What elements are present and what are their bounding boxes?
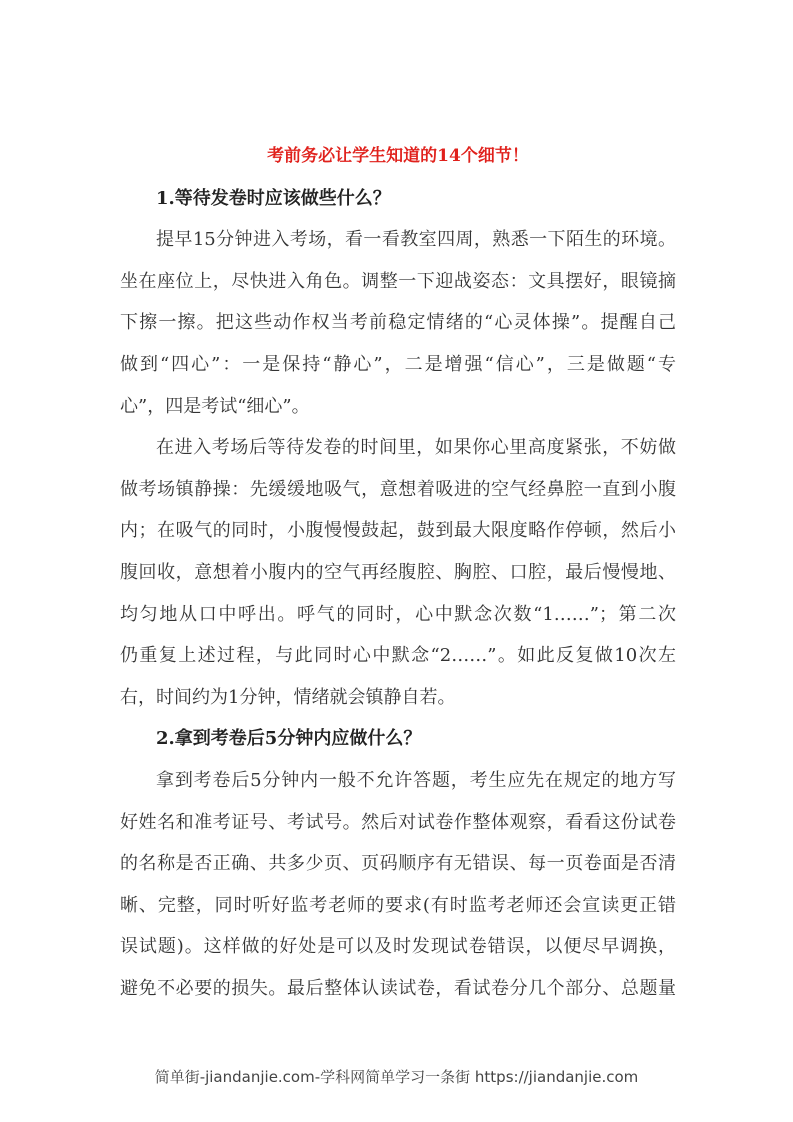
text-line: 好姓名和准考证号、考试号。然后对试卷作整体观察，看看这份试卷 bbox=[120, 811, 676, 833]
text-line: 做到“四心”：一是保持“静心”，二是增强“信心”，三是做题“专 bbox=[120, 353, 676, 375]
text-line: 晰、完整，同时听好监考老师的要求(有时监考老师还会宣读更正错 bbox=[120, 894, 676, 916]
page-footer-watermark: 简单街-jiandanjie.com-学科网简单学习一条街 https://jiandanjie.com bbox=[154, 1068, 639, 1086]
section-heading-2: 2.拿到考卷后5分钟内应做什么？ bbox=[156, 728, 422, 750]
text-line: 拿到考卷后5分钟内一般不允许答题，考生应先在规定的地方写 bbox=[156, 769, 676, 791]
text-line: 提早15分钟进入考场，看一看教室四周，熟悉一下陌生的环境。 bbox=[156, 229, 676, 251]
text-line: 坐在座位上，尽快进入角色。调整一下迎战姿态：文具摆好，眼镜摘 bbox=[120, 270, 676, 292]
text-line: 在进入考场后等待发卷的时间里，如果你心里高度紧张，不妨做 bbox=[156, 437, 676, 459]
document-title: 考前务必让学生知道的14个细节！ bbox=[267, 146, 529, 166]
paragraph bbox=[120, 760, 676, 1010]
document-body bbox=[120, 136, 676, 1009]
text-line: 内；在吸气的同时，小腹慢慢鼓起，鼓到最大限度略作停顿，然后小 bbox=[120, 520, 676, 542]
text-line: 做考场镇静操：先缓缓地吸气，意想着吸进的空气经鼻腔一直到小腹 bbox=[120, 478, 676, 500]
text-line: 的名称是否正确、共多少页、页码顺序有无错误、每一页卷面是否清 bbox=[120, 853, 676, 875]
paragraph bbox=[120, 219, 676, 427]
section-heading-1: 1.等待发卷时应该做些什么？ bbox=[156, 187, 391, 209]
text-line: 下擦一擦。把这些动作权当考前稳定情绪的“心灵体操”。提醒自己 bbox=[120, 312, 676, 334]
text-line: 均匀地从口中呼出。呼气的同时，心中默念次数“1……”；第二次 bbox=[120, 603, 676, 625]
text-line: 误试题)。这样做的好处是可以及时发现试卷错误，以便尽早调换， bbox=[120, 936, 676, 958]
text-line: 仍重复上述过程，与此同时心中默念“2……”。如此反复做10次左 bbox=[120, 645, 676, 667]
text-line: 腹回收，意想着小腹内的空气再经腹腔、胸腔、口腔，最后慢慢地、 bbox=[120, 561, 676, 583]
text-line: 避免不必要的损失。最后整体认读试卷，看试卷分几个部分、总题量 bbox=[120, 977, 676, 999]
paragraph bbox=[120, 427, 676, 718]
text-line: 心”，四是考试“细心”。 bbox=[120, 395, 310, 417]
text-line: 右，时间约为1分钟，情绪就会镇静自若。 bbox=[120, 686, 456, 708]
